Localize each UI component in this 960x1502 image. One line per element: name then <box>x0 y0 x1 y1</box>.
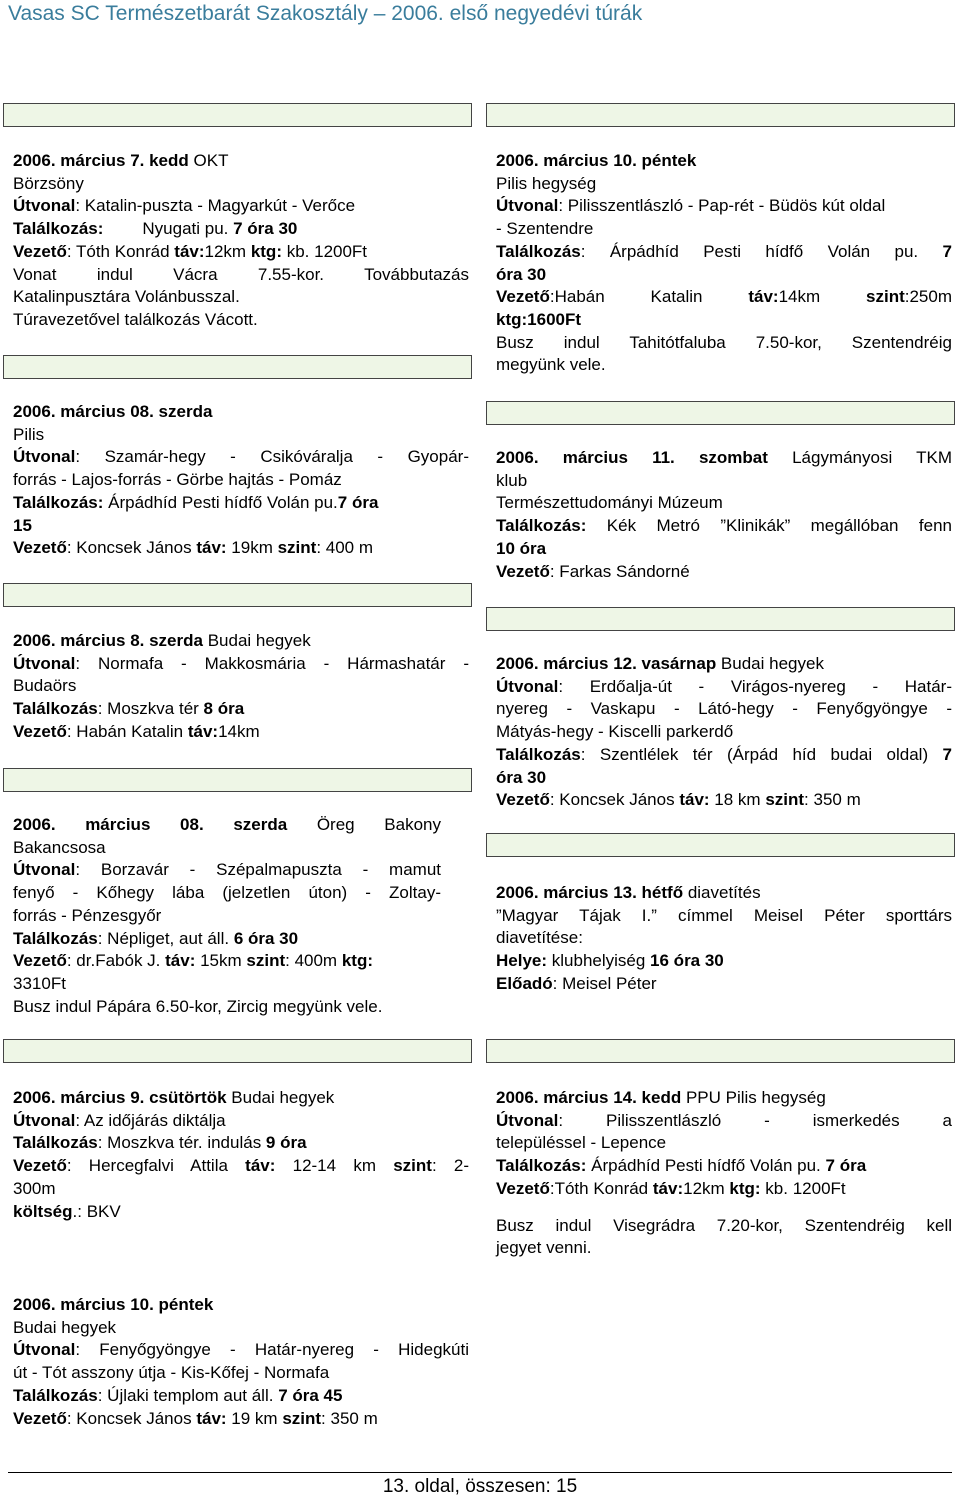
tour-block: 2006. március 11. szombat Lágymányosi TKM klub Természettudományi Múzeum Találkozás: Kék Metró ”Klinikák” megállóban fenn 10 óra Vezető: Farkas Sándorné <box>496 448 952 581</box>
tour-block: 2006. március 08. szerda Pilis Útvonal: Szamár-hegy - Csikóváralja - Gyopár- forrás - Lajos-forrás - Görbe hajtás - Pomáz Találkozás: Árpádhíd Pesti hídfő Volán pu.7 óra 15 Vezető: Koncsek János táv: 19km szint: 400 m <box>13 402 469 558</box>
separator-bar <box>3 355 472 379</box>
tour-block: 2006. március 13. hétfő diavetítés ”Magyar Tájak I.” címmel Meisel Péter sporttárs diavetítése: Helye: klubhelyiség 16 óra 30 Előadó: Meisel Péter <box>496 883 952 993</box>
separator-bar <box>486 607 955 631</box>
tour-block: 2006. március 12. vasárnap Budai hegyek Útvonal: Erdőalja-út - Virágos-nyereg - Határ- nyereg - Vaskapu - Látó-hegy - Fenyőgyöngye - Mátyás-hegy - Kiscelli parkerdő Találkozás: Szentlélek tér (Árpád híd budai oldal) 7 óra 30 Vezető: Koncsek János táv: 18 km szint: 350 m <box>496 654 952 810</box>
tour-block: 2006. március 10. péntek Budai hegyek Útvonal: Fenyőgyöngye - Határ-nyereg - Hidegkúti út - Tót asszony útja - Kis-Kőfej - Normafa Találkozás: Újlaki templom aut áll. 7 óra 45 Vezető: Koncsek János táv: 19 km szint: 350 m <box>13 1295 469 1428</box>
separator-bar <box>486 401 955 425</box>
tour-block: 2006. március 9. csütörtök Budai hegyek Útvonal: Az időjárás diktálja Találkozás: Moszkva tér. indulás 9 óra Vezető: Hercegfalvi Attila táv: 12-14 km szint: 2- 300m költség.: BKV <box>13 1088 470 1221</box>
tour-block: 2006. március 8. szerda Budai hegyek Útvonal: Normafa - Makkosmária - Hármashatár - Budaörs Találkozás: Moszkva tér 8 óra Vezető: Habán Katalin táv:14km <box>13 631 469 741</box>
footer-divider <box>8 1472 952 1473</box>
separator-bar <box>3 103 472 127</box>
tour-block: 2006. március 14. kedd PPU Pilis hegység Útvonal: Pilisszentlászló - ismerkedés a településsel - Lepence Találkozás: Árpádhíd Pesti hídfő Volán pu. 7 óra Vezető:Tóth Konrád táv:12km ktg: kb. 1200Ft Busz indul Visegrádra 7.20-kor, Szentendréig kell jegyet venni. <box>496 1088 952 1258</box>
tour-block: 2006. március 08. szerda Öreg Bakony Bakancsosa Útvonal: Borzavár - Szépalmapuszta - mamut fenyő - Kőhegy lába (jelzetlen úton) - Zoltay- forrás - Pénzesgyőr Találkozás: Népliget, aut áll. 6 óra 30 Vezető: dr.Fabók J. táv: 15km szint: 400m ktg: 3310Ft Busz indul Pápára 6.50-kor, Zircig megyünk vele. <box>13 815 441 1016</box>
separator-bar <box>3 768 472 792</box>
tour-block: 2006. március 10. péntek Pilis hegység Útvonal: Pilisszentlászló - Pap-rét - Büdös kút oldal - Szentendre Találkozás: Árpádhíd Pesti hídfő Volán pu. 7 óra 30 Vezető:Habán Katalin táv:14km szint:250m ktg:1600Ft Busz indul Tahitótfaluba 7.50-kor, Szentendréig megyünk vele. <box>496 151 952 375</box>
page-title: Vasas SC Természetbarát Szakosztály – 2006. első negyedévi túrák <box>8 2 643 25</box>
tour-block: 2006. március 7. kedd OKT Börzsöny Útvonal: Katalin-puszta - Magyarkút - Verőce Találkozás: Nyugati pu. 7 óra 30 Vezető: Tóth Konrád táv:12km ktg: kb. 1200Ft Vonat indul Vácra 7.55-kor. Továbbutazás Katalinpusztára Volánbusszal. Túravezetővel találkozás Vácott. <box>13 151 469 329</box>
separator-bar <box>486 103 955 127</box>
separator-bar <box>486 833 955 857</box>
separator-bar <box>486 1039 955 1063</box>
separator-bar <box>3 583 472 607</box>
page-footer: 13. oldal, összesen: 15 <box>382 1476 578 1497</box>
separator-bar <box>3 1039 472 1063</box>
